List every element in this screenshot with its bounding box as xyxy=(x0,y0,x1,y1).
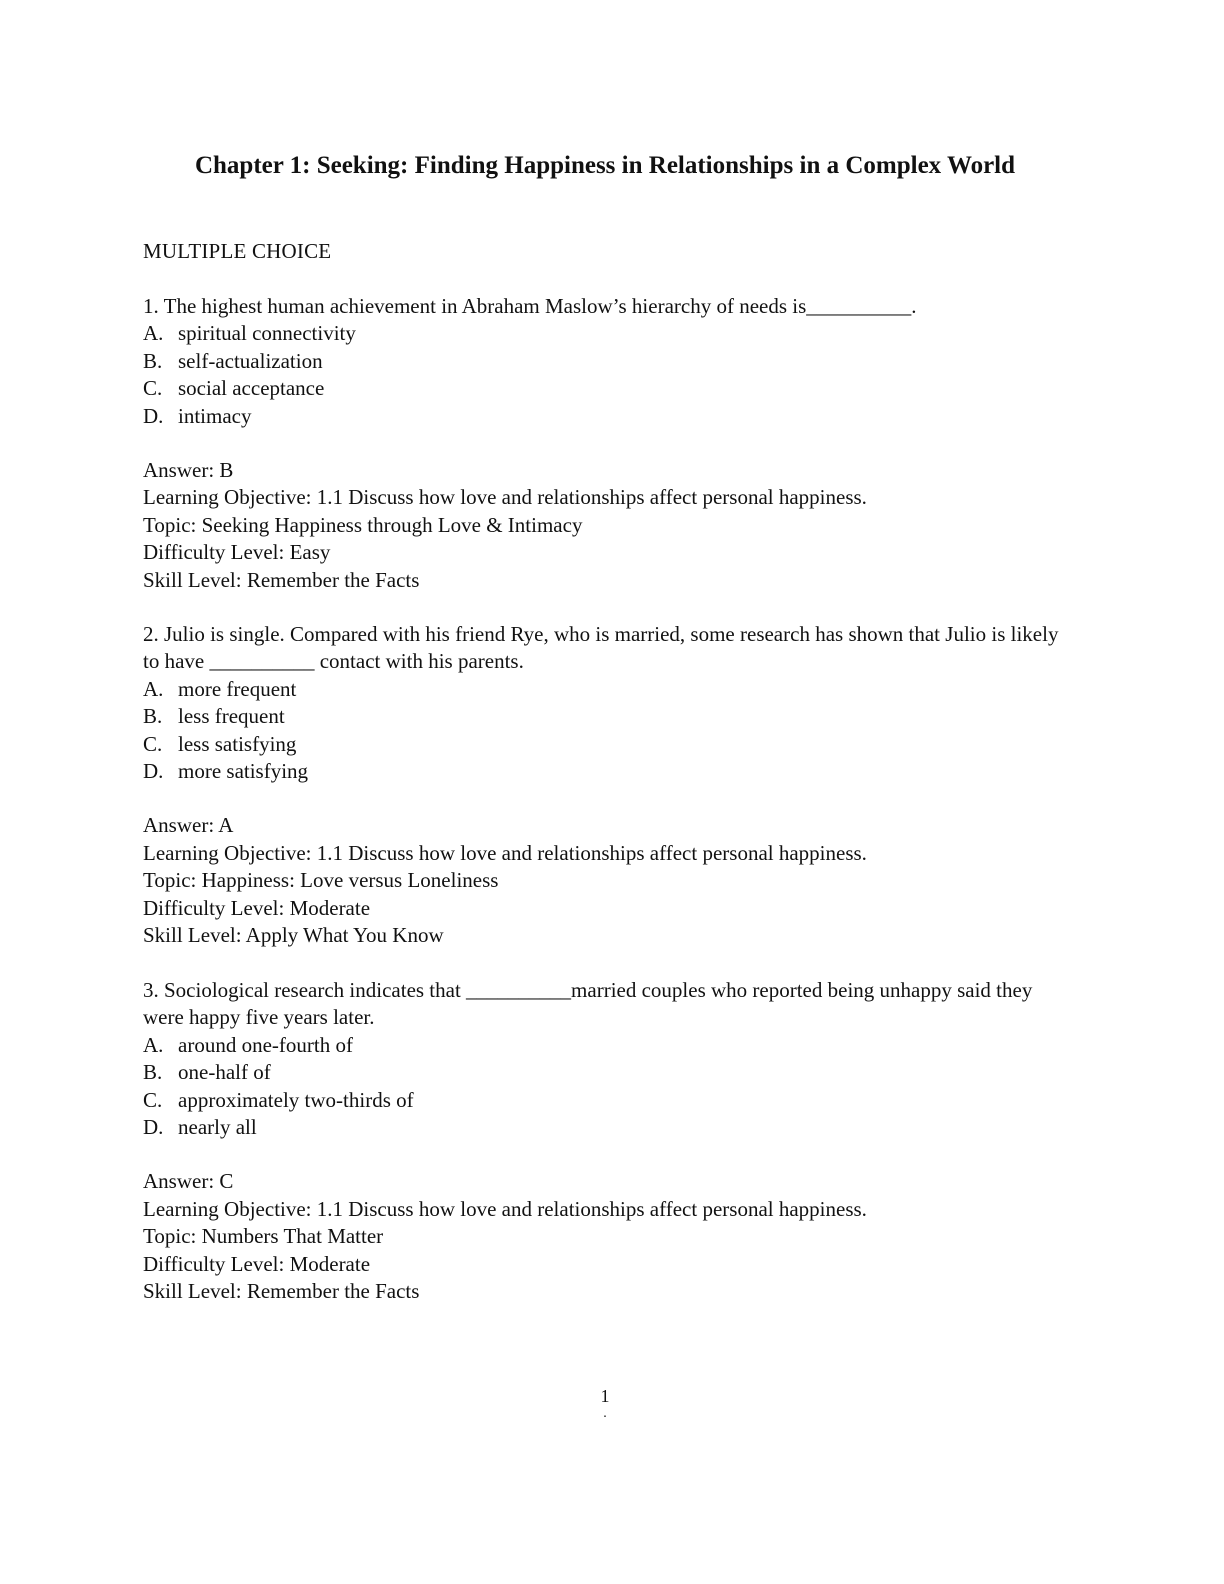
option-text: more frequent xyxy=(178,676,297,701)
option-text: self-actualization xyxy=(178,348,323,373)
option-a xyxy=(143,1032,1073,1059)
topic-line: Topic: Happiness: Love versus Loneliness xyxy=(143,868,499,893)
option-letter: C. xyxy=(143,731,163,756)
option-letter: A. xyxy=(143,1032,164,1057)
answer-line: Answer: C xyxy=(143,1169,234,1194)
topic-line: Topic: Seeking Happiness through Love & Intimacy xyxy=(143,512,583,537)
page-footer-dot: . xyxy=(603,1406,607,1421)
answer-line: Answer: A xyxy=(143,813,234,838)
option-d xyxy=(143,758,1073,785)
option-text: spiritual connectivity xyxy=(178,321,356,346)
option-letter: B. xyxy=(143,704,163,729)
option-c xyxy=(143,731,1073,758)
option-a xyxy=(143,676,1073,703)
option-text: one-half of xyxy=(178,1060,271,1085)
question-stem: 2. Julio is single. Compared with his friend Rye, who is married, some research has shown that Julio is likely to have __________ contact with his parents. xyxy=(143,622,1059,674)
question-1 xyxy=(143,293,1073,594)
option-list xyxy=(143,1032,1073,1142)
option-text: more satisfying xyxy=(178,759,309,784)
difficulty-line: Difficulty Level: Moderate xyxy=(143,895,371,920)
option-b xyxy=(143,348,1073,375)
page-number: 1 xyxy=(600,1386,610,1406)
option-text: less satisfying xyxy=(178,731,297,756)
option-text: less frequent xyxy=(178,704,285,729)
option-text: social acceptance xyxy=(178,376,325,401)
difficulty-line: Difficulty Level: Easy xyxy=(143,540,331,565)
learning-objective-line: Learning Objective: 1.1 Discuss how love and relationships affect personal happiness. xyxy=(143,1196,867,1221)
option-c xyxy=(143,1087,1073,1114)
option-letter: D. xyxy=(143,759,164,784)
option-letter: C. xyxy=(143,376,163,401)
difficulty-line: Difficulty Level: Moderate xyxy=(143,1251,371,1276)
option-letter: D. xyxy=(143,403,164,428)
question-stem: 1. The highest human achievement in Abraham Maslow’s hierarchy of needs is__________. xyxy=(143,294,917,318)
section-heading: MULTIPLE CHOICE xyxy=(143,239,332,263)
learning-objective-line: Learning Objective: 1.1 Discuss how love and relationships affect personal happiness. xyxy=(143,485,867,510)
question-metadata xyxy=(143,457,1073,594)
option-d xyxy=(143,1114,1073,1141)
option-letter: C. xyxy=(143,1087,163,1112)
option-list xyxy=(143,676,1073,786)
answer-line: Answer: B xyxy=(143,458,234,483)
chapter-title: Chapter 1: Seeking: Finding Happiness in Relationships in a Complex World xyxy=(194,152,1016,179)
option-letter: D. xyxy=(143,1115,164,1140)
skill-line: Skill Level: Remember the Facts xyxy=(143,1279,420,1304)
learning-objective-line: Learning Objective: 1.1 Discuss how love and relationships affect personal happiness. xyxy=(143,840,867,865)
option-text: approximately two-thirds of xyxy=(178,1087,414,1112)
option-b xyxy=(143,1059,1073,1086)
skill-line: Skill Level: Apply What You Know xyxy=(143,923,444,948)
option-letter: B. xyxy=(143,1060,163,1085)
option-c xyxy=(143,375,1073,402)
option-text: around one-fourth of xyxy=(178,1032,353,1057)
option-letter: A. xyxy=(143,321,164,346)
question-metadata xyxy=(143,1168,1073,1305)
option-text: intimacy xyxy=(178,403,252,428)
question-2 xyxy=(143,621,1073,949)
option-letter: B. xyxy=(143,348,163,373)
option-b xyxy=(143,703,1073,730)
question-metadata xyxy=(143,812,1073,949)
skill-line: Skill Level: Remember the Facts xyxy=(143,567,420,592)
topic-line: Topic: Numbers That Matter xyxy=(143,1224,384,1249)
question-stem: 3. Sociological research indicates that __________married couples who reported being unhappy said they were happy five years later. xyxy=(143,978,1033,1030)
option-text: nearly all xyxy=(178,1115,257,1140)
option-d xyxy=(143,403,1073,430)
question-3 xyxy=(143,977,1073,1305)
option-letter: A. xyxy=(143,676,164,701)
option-list xyxy=(143,320,1073,430)
option-a xyxy=(143,320,1073,347)
